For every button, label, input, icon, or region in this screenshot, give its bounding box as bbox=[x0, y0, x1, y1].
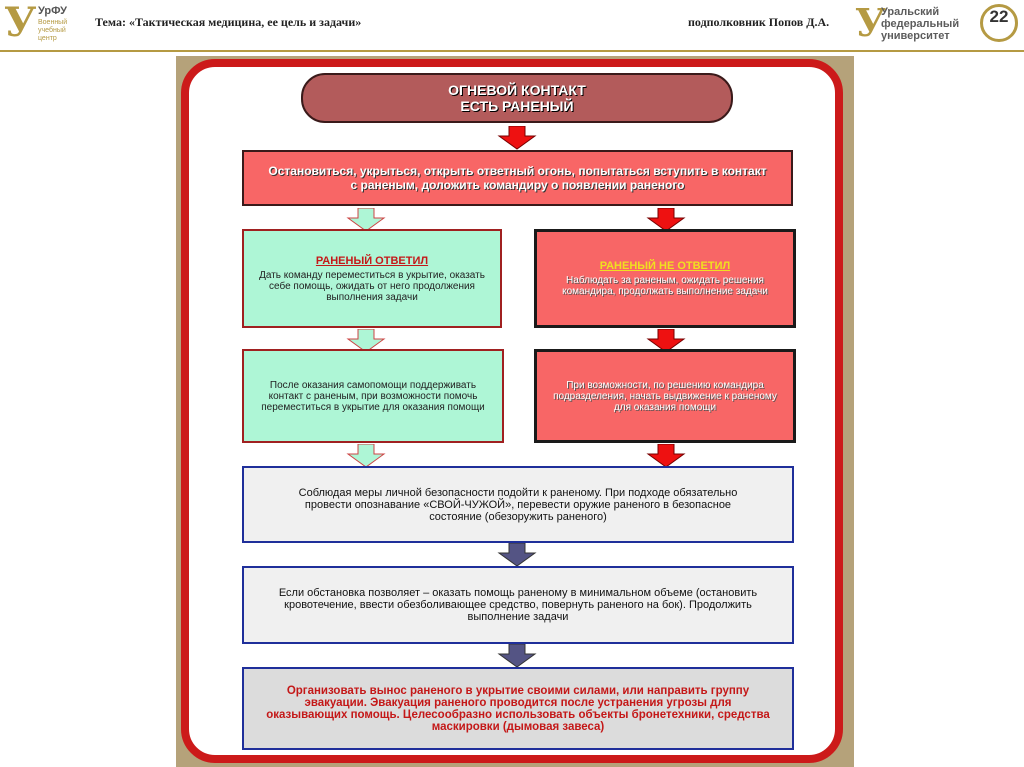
step1-text: Остановиться, укрыться, открыть ответный огонь, попытаться вступить в контакт с раненым, доложить командиру о появлении раненого bbox=[268, 164, 767, 192]
right1-heading: РАНЕНЫЙ НЕ ОТВЕТИЛ bbox=[599, 260, 731, 272]
logo-line1: Уральский bbox=[881, 6, 940, 18]
left2-text: После оказания самопомощи поддерживать контакт с раненым, при возможности помочь переместиться в укрытие для оказания помощи bbox=[261, 379, 485, 413]
slide-author: подполковник Попов Д.А. bbox=[688, 15, 830, 29]
arrow-down-icon bbox=[497, 126, 537, 150]
flow-title-line2: ЕСТЬ РАНЕНЫЙ bbox=[460, 98, 574, 114]
step3-box bbox=[242, 566, 794, 644]
arrow-down-icon bbox=[646, 444, 686, 468]
urfu-logo-right bbox=[855, 0, 970, 46]
flowchart-poster bbox=[176, 56, 854, 767]
step1-box bbox=[242, 150, 793, 206]
logo-name: УрФУ bbox=[38, 5, 67, 17]
step2-text: Соблюдая меры личной безопасности подойти к раненому. При подходе обязательно провести опознавание «СВОЙ-ЧУЖОЙ», перевести оружие раненого в безопасное состояние (обезоружить раненого) bbox=[298, 486, 738, 523]
left2-box bbox=[242, 349, 504, 443]
arrow-down-icon bbox=[497, 644, 537, 668]
logo-subtitle: Военный учебный центр bbox=[38, 19, 68, 42]
flow-title-line1: ОГНЕВОЙ КОНТАКТ bbox=[448, 82, 586, 98]
arrow-down-icon bbox=[497, 543, 537, 567]
step4-box bbox=[242, 667, 794, 750]
step2-box bbox=[242, 466, 794, 543]
slide-header bbox=[0, 0, 1024, 52]
left1-heading: РАНЕНЫЙ ОТВЕТИЛ bbox=[315, 254, 429, 267]
page-number-badge: 22 bbox=[980, 4, 1018, 42]
right2-text: При возможности, по решению командира подразделения, начать выдвижение к раненому для оказания помощи bbox=[553, 379, 777, 413]
right2-box bbox=[534, 349, 796, 443]
left1-box bbox=[242, 229, 502, 328]
urfu-logo-left bbox=[4, 0, 74, 47]
arrow-down-icon bbox=[346, 444, 386, 468]
right1-box bbox=[534, 229, 796, 328]
flow-title bbox=[301, 73, 733, 123]
logo-line2: федеральный bbox=[881, 18, 960, 30]
right1-text: Наблюдать за раненым, ожидать решения командира, продолжать выполнение задачи bbox=[562, 275, 768, 297]
logo-line3: университет bbox=[881, 30, 950, 42]
step4-text: Организовать вынос раненого в укрытие своими силами, или направить группу эвакуации. Эвакуация раненого проводится после устранения угрозы для оказывающих помощь. Целесообразно использовать объекты бронетехники, средства маскировки (дымовая завеса) bbox=[266, 684, 770, 733]
header-divider bbox=[0, 50, 1024, 52]
logo-letter-right: У bbox=[855, 0, 886, 45]
step3-text: Если обстановка позволяет – оказать помощь раненому в минимальном объеме (остановить кровотечение, ввести обезболивающее средство, повернуть раненого на бок). Продолжить выполнение задачи bbox=[278, 587, 758, 623]
left1-text: Дать команду переместиться в укрытие, оказать себе помощь, ожидать от него продолжения выполнения задачи bbox=[259, 269, 485, 303]
logo-letter: У bbox=[4, 0, 37, 46]
slide-topic: Тема: «Тактическая медицина, ее цель и задачи» bbox=[95, 15, 362, 29]
